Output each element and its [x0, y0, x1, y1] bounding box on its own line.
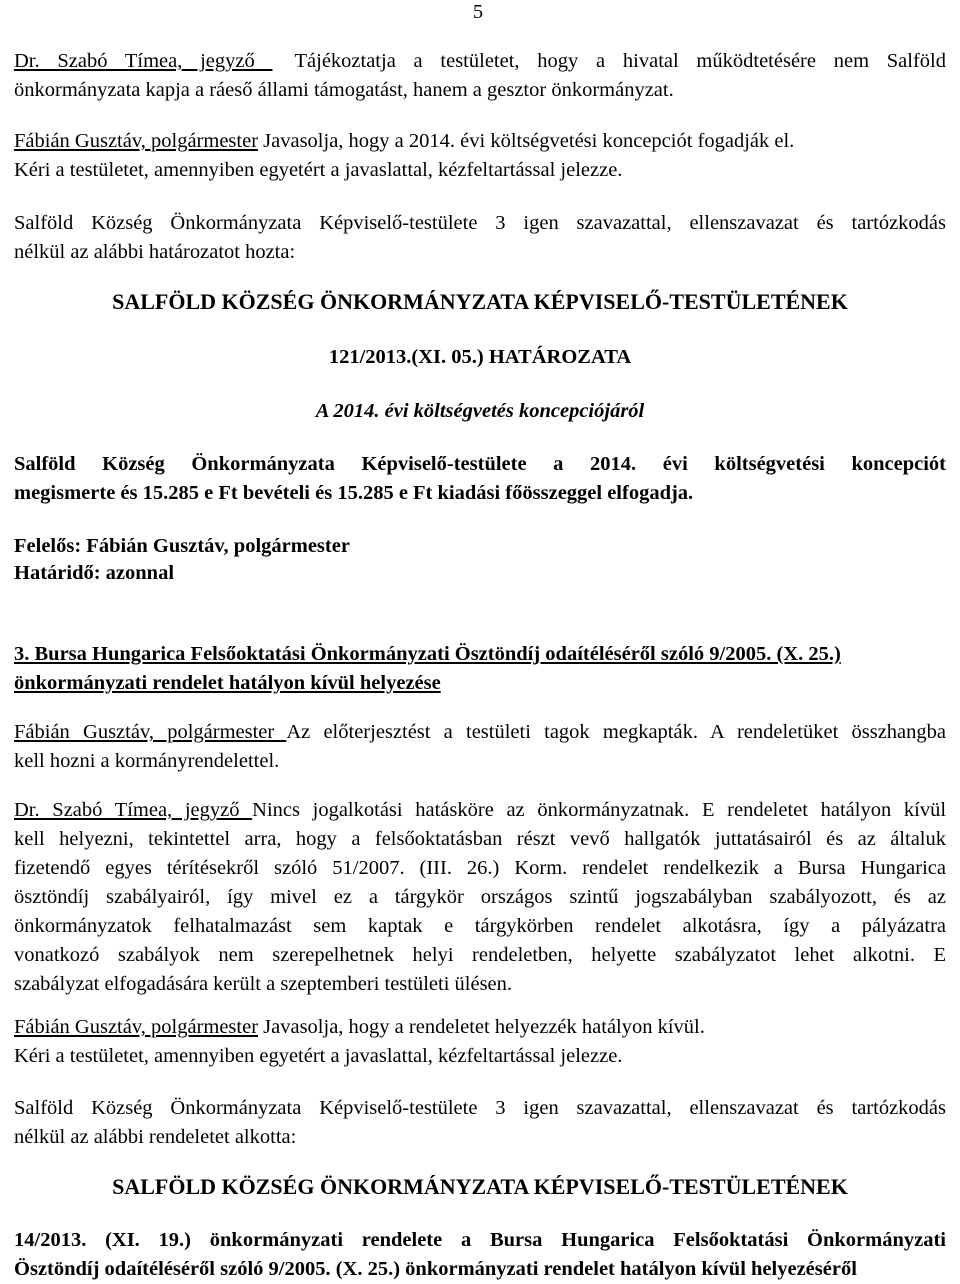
paragraph-line: Salföld Község Önkormányzata Képviselő-testülete 3 igen szavazattal, ellenszavazat és tartózkodás [14, 212, 946, 234]
resolution-number: 121/2013.(XI. 05.) HATÁROZATA [328, 346, 632, 368]
paragraph-line: önkormányzatok felhatalmazást sem kaptak e tárgykörben rendelet alkotásra, így a pályázatra [14, 915, 946, 937]
paragraph-line: szabályzat elfogadására került a szeptemberi testületi ülésen. [14, 973, 513, 995]
resolution-body-line: Salföld Község Önkormányzata Képviselő-testülete a 2014. évi költségvetési koncepciót [14, 453, 946, 475]
paragraph-line: nélkül az alábbi rendeletet alkotta: [14, 1126, 297, 1148]
paragraph-text: Nincs jogalkotási hatásköre az önkormányzatnak. E rendeletet hatályon kívül [252, 799, 946, 821]
speaker-name: Fábián Gusztáv, polgármester [14, 130, 259, 152]
paragraph-line: nélkül az alábbi határozatot hozta: [14, 241, 296, 263]
paragraph-line: Kéri a testületet, amennyiben egyetért a javaslattal, kézfeltartással jelezze. [14, 159, 623, 181]
agenda-item-title-line: 3. Bursa Hungarica Felsőoktatási Önkormányzati Ösztöndíj odaítéléséről szóló 9/2005. (X. 25.) [14, 643, 841, 665]
resolution-deadline: Határidő: azonnal [14, 562, 175, 584]
decree-title-line: Ösztöndíj odaítéléséről szóló 9/2005. (X. 25.) önkormányzati rendelet hatályon kívül helyezéséről [14, 1258, 857, 1280]
paragraph-notary-info [14, 47, 946, 105]
page-number: 5 [472, 1, 484, 23]
speaker-name: Fábián Gusztáv, polgármester [14, 1016, 259, 1038]
resolution-body-line: megismerte és 15.285 e Ft bevételi és 15.285 e Ft kiadási főösszeggel elfogadja. [14, 482, 694, 504]
paragraph-mayor-proposal [14, 127, 946, 185]
paragraph-text: Javasolja, hogy a rendeletet helyezzék hatályon kívül. [258, 1016, 705, 1038]
agenda-item-title [14, 640, 946, 698]
paragraph-text: Az előterjesztést a testületi tagok megkapták. A rendeletüket összhangba [286, 721, 946, 743]
speaker-name: Fábián Gusztáv, polgármester [14, 721, 287, 743]
paragraph-vote-result [14, 209, 946, 267]
paragraph-line: Salföld Község Önkormányzata Képviselő-testülete 3 igen szavazattal, ellenszavazat és tartózkodás [14, 1097, 946, 1119]
paragraph-line: vonatkozó szabályok nem szerepelhetnek helyi rendeletben, helyette szabályzatot lehet alkotni. E [14, 944, 946, 966]
paragraph-line: kell hozni a kormányrendelettel. [14, 750, 280, 772]
decree-title-line: 14/2013. (XI. 19.) önkormányzati rendelete a Bursa Hungarica Felsőoktatási Önkormányzati [14, 1229, 946, 1251]
paragraph-line [14, 47, 946, 76]
paragraph-text: Tájékoztatja a testületet, hogy a hivatal működtetésére nem Salföld [294, 50, 946, 72]
paragraph-line: ösztöndíj szabályairól, így mivel ez a tárgykör országos szintű jogszabályban szabályozott, és az [14, 886, 946, 908]
decree-title [14, 1226, 946, 1284]
paragraph-line [14, 1013, 946, 1042]
resolution-subject: A 2014. évi költségvetés koncepciójáról [315, 400, 645, 422]
paragraph-notary-explanation [14, 796, 946, 999]
paragraph-line: kell helyezni, tekintettel arra, hogy a felsőoktatásban részt vevő hallgatók juttatásairól és az általuk [14, 828, 946, 850]
paragraph-mayor-intro [14, 718, 946, 776]
resolution-heading: SALFÖLD KÖZSÉG ÖNKORMÁNYZATA KÉPVISELŐ-TESTÜLETÉNEK [112, 289, 848, 314]
paragraph-line: Kéri a testületet, amennyiben egyetért a javaslattal, kézfeltartással jelezze. [14, 1045, 623, 1067]
paragraph-line: fizetendő egyes térítésekről szóló 51/2007. (III. 26.) Korm. rendelet rendelkezik a Bursa Hungarica [14, 857, 946, 879]
paragraph-vote-result-decree [14, 1094, 946, 1152]
paragraph-mayor-repeal-proposal [14, 1013, 946, 1071]
speaker-name: Dr. Szabó Tímea, jegyző [14, 50, 273, 72]
speaker-name: Dr. Szabó Tímea, jegyző [14, 799, 253, 821]
agenda-item-title-line: önkormányzati rendelet hatályon kívül helyezése [14, 672, 441, 694]
resolution-responsible: Felelős: Fábián Gusztáv, polgármester [14, 535, 350, 557]
paragraph-line [14, 127, 946, 156]
paragraph-text: Javasolja, hogy a 2014. évi költségvetési koncepciót fogadják el. [258, 130, 795, 152]
decree-heading: SALFÖLD KÖZSÉG ÖNKORMÁNYZATA KÉPVISELŐ-TESTÜLETÉNEK [112, 1174, 848, 1199]
paragraph-line: önkormányzata kapja a ráeső állami támogatást, hanem a gesztor önkormányzat. [14, 79, 674, 101]
resolution-body [14, 450, 946, 508]
paragraph-line [14, 718, 946, 747]
paragraph-line [14, 796, 946, 825]
